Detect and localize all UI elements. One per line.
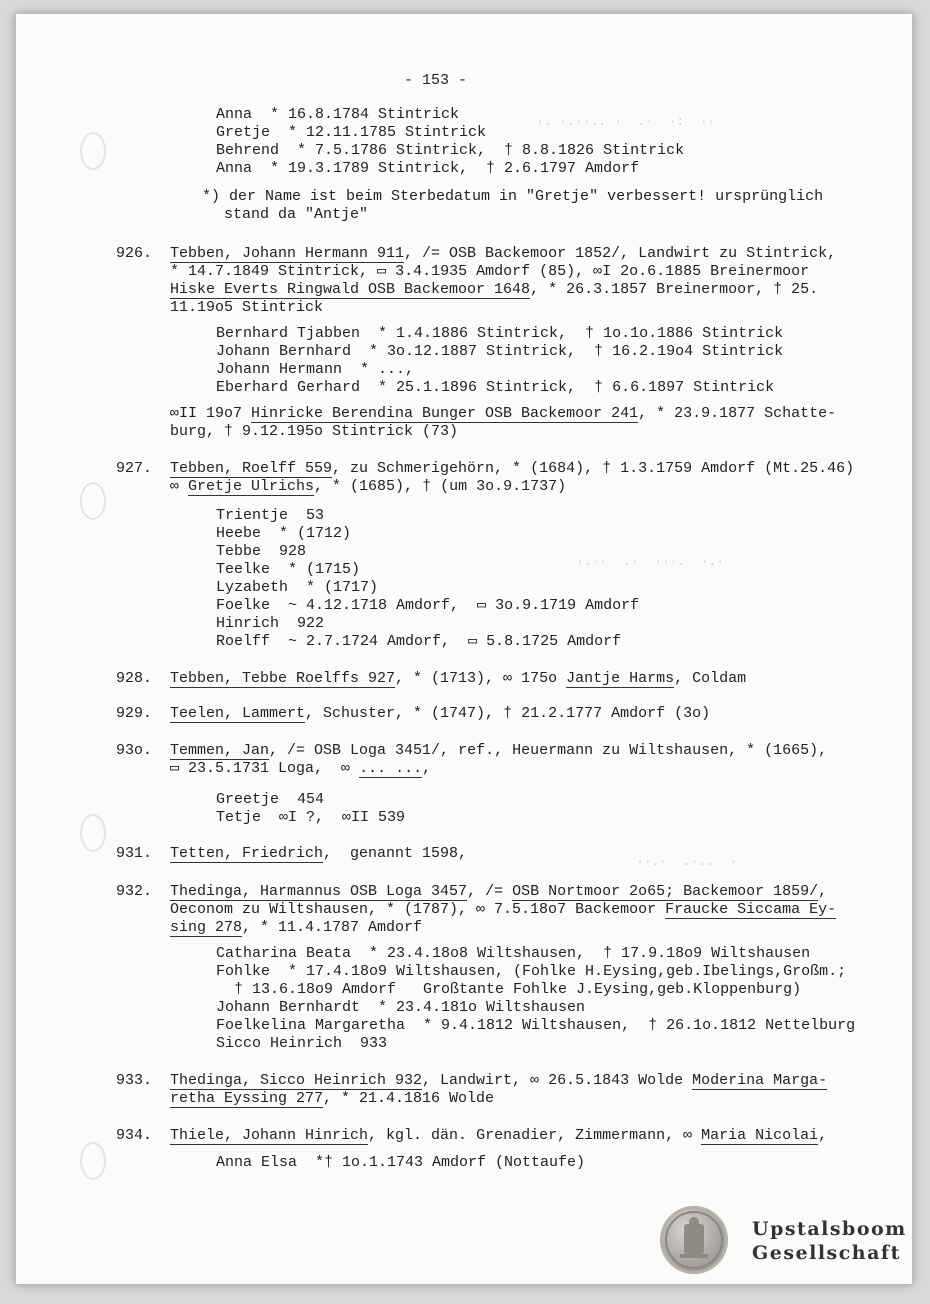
entry-heading bbox=[170, 845, 467, 863]
bleed-through: ··.· .·.. · bbox=[636, 854, 738, 869]
spouse-name: ... ... bbox=[359, 760, 423, 777]
child-entry: Roelff ~ 2.7.1724 Amdorf, ▭ 5.8.1725 Amdorf bbox=[216, 633, 622, 650]
child-entry: Gretje * 12.11.1785 Stintrick bbox=[216, 124, 487, 141]
spouse-name: retha Eyssing 277 bbox=[170, 1090, 324, 1107]
person-name: Thedinga, Sicco Heinrich 932 bbox=[170, 1072, 423, 1089]
child-entry: Tebbe 928 bbox=[216, 543, 307, 560]
entry-text: , zu Schmerigehörn, * (1684), † 1.3.1759 Amdorf (Mt.25.46) bbox=[332, 460, 855, 477]
watermark-subtitle: Gesellschaft bbox=[752, 1242, 901, 1264]
child-entry: Johann Bernhard * 3o.12.1887 Stintrick, † 16.2.19o4 Stintrick bbox=[216, 343, 784, 360]
entry-text: Oeconom zu Wiltshausen, * (1787), ∞ 7.5.18o7 Backemoor bbox=[170, 901, 666, 918]
punch-hole bbox=[80, 132, 106, 170]
spouse-name: Fraucke Siccama Ey- bbox=[665, 901, 837, 918]
entry-number: 931. bbox=[116, 845, 153, 862]
entry-text: , * (1713), ∞ 175o bbox=[395, 670, 567, 687]
spouse-name: Gretje Ulrichs bbox=[188, 478, 315, 495]
entry-text-line bbox=[170, 405, 836, 423]
entry-text: * 14.7.1849 Stintrick, ▭ 3.4.1935 Amdorf (85), ∞I 2o.6.1885 Breinermoor bbox=[170, 263, 810, 280]
entry-text-line bbox=[170, 760, 431, 778]
child-entry: Tetje ∞I ?, ∞II 539 bbox=[216, 809, 406, 826]
child-entry: Behrend * 7.5.1786 Stintrick, † 8.8.1826 Stintrick bbox=[216, 142, 685, 159]
entry-text: ∞ bbox=[170, 478, 189, 495]
entry-text: burg, † 9.12.195o Stintrick (73) bbox=[170, 423, 459, 440]
entry-number: 926. bbox=[116, 245, 153, 262]
entry-heading bbox=[170, 1072, 827, 1090]
entry-number: 929. bbox=[116, 705, 153, 722]
seal-logo-icon bbox=[660, 1206, 728, 1274]
child-entry: Lyzabeth * (1717) bbox=[216, 579, 379, 596]
child-entry: Greetje 454 bbox=[216, 791, 325, 808]
entry-text: , * 11.4.1787 Amdorf bbox=[242, 919, 423, 936]
entry-heading bbox=[170, 883, 827, 901]
entry-text-line bbox=[170, 281, 818, 299]
spouse-name: Maria Nicolai bbox=[701, 1127, 819, 1144]
entry-text: , * 26.3.1857 Breinermoor, † 25. bbox=[530, 281, 819, 298]
child-entry: Anna * 19.3.1789 Stintrick, † 2.6.1797 Amdorf bbox=[216, 160, 640, 177]
entry-text: , bbox=[422, 760, 432, 777]
entry-heading bbox=[170, 705, 710, 723]
entry-text-line bbox=[170, 901, 836, 919]
child-entry: Sicco Heinrich 933 bbox=[216, 1035, 388, 1052]
footnote: *) der Name ist beim Sterbedatum in "Gretje" verbessert! ursprünglich bbox=[202, 188, 824, 205]
footnote: stand da "Antje" bbox=[224, 206, 369, 223]
entry-number: 928. bbox=[116, 670, 153, 687]
entry-text: , * (1685), † (um 3o.9.1737) bbox=[314, 478, 567, 495]
entry-text: , bbox=[818, 1127, 828, 1144]
entry-text: , /= bbox=[467, 883, 513, 900]
person-name: Tetten, Friedrich bbox=[170, 845, 324, 862]
entry-text-line bbox=[170, 1090, 494, 1108]
person-name: Teelen, Lammert bbox=[170, 705, 306, 722]
child-entry: Heebe * (1712) bbox=[216, 525, 352, 542]
child-entry: Eberhard Gerhard * 25.1.1896 Stintrick, † 6.6.1897 Stintrick bbox=[216, 379, 775, 396]
entry-text: , Schuster, * (1747), † 21.2.1777 Amdorf (3o) bbox=[305, 705, 711, 722]
entry-text-line bbox=[170, 478, 566, 496]
source-reference: OSB Nortmoor 2o65; Backemoor 1859/ bbox=[512, 883, 819, 900]
entry-text: , Coldam bbox=[674, 670, 747, 687]
child-entry: Anna Elsa *† 1o.1.1743 Amdorf (Nottaufe) bbox=[216, 1154, 586, 1171]
punch-hole bbox=[80, 1142, 106, 1180]
entry-heading bbox=[170, 742, 827, 760]
entry-number: 927. bbox=[116, 460, 153, 477]
person-name: Temmen, Jan bbox=[170, 742, 270, 759]
entry-text: , /= OSB Backemoor 1852/, Landwirt zu Stintrick, bbox=[404, 245, 837, 262]
entry-text-line bbox=[170, 919, 422, 937]
entry-heading bbox=[170, 245, 836, 263]
spouse-name: Jantje Harms bbox=[566, 670, 675, 687]
page-number: - 153 - bbox=[404, 72, 468, 89]
person-name: Thiele, Johann Hinrich bbox=[170, 1127, 369, 1144]
document-page bbox=[16, 14, 912, 1284]
entry-number: 932. bbox=[116, 883, 153, 900]
entry-text: , Landwirt, ∞ 26.5.1843 Wolde bbox=[422, 1072, 693, 1089]
spouse-name: Moderina Marga- bbox=[692, 1072, 828, 1089]
child-entry: Johann Bernhardt * 23.4.181o Wiltshausen bbox=[216, 999, 586, 1016]
child-entry: Bernhard Tjabben * 1.4.1886 Stintrick, † 1o.1o.1886 Stintrick bbox=[216, 325, 784, 342]
entry-text: 11.19o5 Stintrick bbox=[170, 299, 324, 316]
bleed-through: ·.·· .· ···. ·.· bbox=[576, 554, 725, 569]
bleed-through: ·. ·.··.. · .· ·: ·· bbox=[536, 114, 716, 129]
entry-text: , kgl. dän. Grenadier, Zimmermann, ∞ bbox=[368, 1127, 702, 1144]
person-name: Tebben, Johann Hermann 911 bbox=[170, 245, 405, 262]
spouse-name: sing 278 bbox=[170, 919, 243, 936]
child-entry: Teelke * (1715) bbox=[216, 561, 361, 578]
punch-hole bbox=[80, 482, 106, 520]
spouse-name: Hiske Everts Ringwald OSB Backemoor 1648 bbox=[170, 281, 531, 298]
entry-heading bbox=[170, 1127, 827, 1145]
child-entry: Hinrich 922 bbox=[216, 615, 325, 632]
child-entry: Catharina Beata * 23.4.18o8 Wiltshausen, † 17.9.18o9 Wiltshausen bbox=[216, 945, 811, 962]
entry-number: 933. bbox=[116, 1072, 153, 1089]
entry-text: , * 21.4.1816 Wolde bbox=[323, 1090, 495, 1107]
entry-text: ▭ 23.5.1731 Loga, ∞ bbox=[170, 760, 360, 777]
child-entry: Trientje 53 bbox=[216, 507, 325, 524]
entry-heading bbox=[170, 460, 854, 478]
person-name: Tebben, Tebbe Roelffs 927 bbox=[170, 670, 396, 687]
entry-text: ∞II 19o7 bbox=[170, 405, 252, 422]
child-entry: Fohlke * 17.4.18o9 Wiltshausen, (Fohlke H.Eysing,geb.Ibelings,Großm.; bbox=[216, 963, 847, 980]
person-name: Thedinga, Harmannus OSB Loga 3457 bbox=[170, 883, 468, 900]
entry-text: , bbox=[818, 883, 828, 900]
person-name: Tebben, Roelff 559 bbox=[170, 460, 333, 477]
child-entry: Foelke ~ 4.12.1718 Amdorf, ▭ 3o.9.1719 Amdorf bbox=[216, 597, 640, 614]
child-entry: Anna * 16.8.1784 Stintrick bbox=[216, 106, 460, 123]
entry-text: , genannt 1598, bbox=[323, 845, 468, 862]
entry-heading bbox=[170, 670, 746, 688]
entry-text: , /= OSB Loga 3451/, ref., Heuermann zu Wiltshausen, * (1665), bbox=[269, 742, 828, 759]
punch-hole bbox=[80, 814, 106, 852]
child-entry: Johann Hermann * ..., bbox=[216, 361, 415, 378]
spouse-name: Hinricke Berendina Bunger OSB Backemoor 241 bbox=[251, 405, 639, 422]
entry-number: 934. bbox=[116, 1127, 153, 1144]
child-entry: † 13.6.18o9 Amdorf Großtante Fohlke J.Eysing,geb.Kloppenburg) bbox=[234, 981, 802, 998]
child-entry: Foelkelina Margaretha * 9.4.1812 Wiltshausen, † 26.1o.1812 Nettelburg bbox=[216, 1017, 856, 1034]
watermark-title: Upstalsboom bbox=[752, 1218, 907, 1240]
entry-number: 93o. bbox=[116, 742, 153, 759]
entry-text: , * 23.9.1877 Schatte- bbox=[638, 405, 837, 422]
